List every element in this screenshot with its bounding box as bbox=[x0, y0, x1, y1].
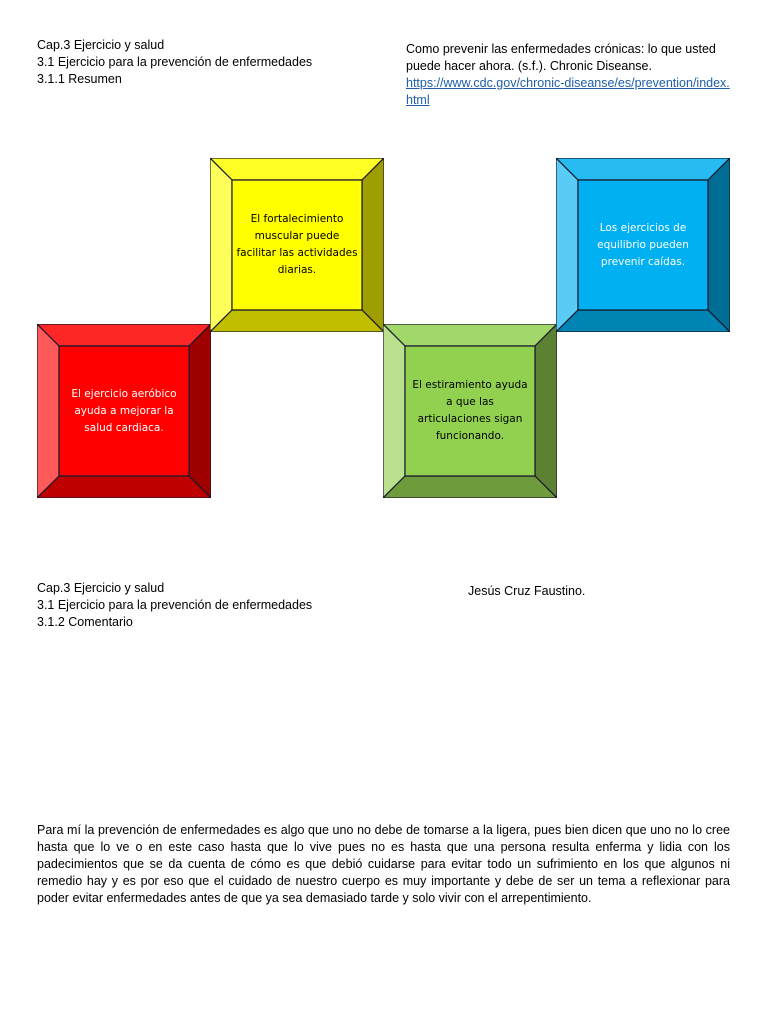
bevel-bottom bbox=[556, 310, 730, 332]
reference-link[interactable]: https://www.cdc.gov/chronic-diseanse/es/prevention/index.html bbox=[406, 76, 730, 107]
reference-citation bbox=[406, 41, 736, 109]
subsection-title: 3.1.2 Comentario bbox=[37, 615, 133, 629]
second-header bbox=[37, 580, 312, 631]
bevel-left bbox=[383, 324, 405, 498]
section-title: 3.1 Ejercicio para la prevención de enfermedades bbox=[37, 55, 313, 69]
subsection-title: 3.1.1 Resumen bbox=[37, 72, 122, 86]
bevel-right bbox=[362, 158, 384, 332]
block-muscle bbox=[210, 158, 384, 332]
bevel-left bbox=[556, 158, 578, 332]
block-aerobic-text: El ejercicio aeróbico ayuda a mejorar la salud cardiaca. bbox=[71, 387, 177, 434]
bevel-right bbox=[708, 158, 730, 332]
reference-text: Como prevenir las enfermedades crónicas: lo que usted puede hacer ahora. (s.f.). Chronic Diseanse. bbox=[406, 42, 716, 73]
bevel-top bbox=[210, 158, 384, 180]
block-balance-text: Los ejercicios de equilibrio pueden prevenir caídas. bbox=[597, 221, 689, 268]
bevel-top bbox=[383, 324, 557, 346]
bevel-bottom bbox=[37, 476, 211, 498]
bevel-top bbox=[556, 158, 730, 180]
block-stretching-text: El estiramiento ayuda a que las articulaciones sigan funcionando. bbox=[412, 379, 528, 442]
block-stretching bbox=[383, 324, 557, 498]
bevel-bottom bbox=[383, 476, 557, 498]
bevel-top bbox=[37, 324, 211, 346]
comment-paragraph: Para mí la prevención de enfermedades es algo que uno no debe de tomarse a la ligera, pues bien dicen que uno no lo cree hasta que lo ve o en este caso hasta que lo vive pues no es hasta que una persona resulta enferma y lidia con los padecimientos que se da cuenta de cómo es que debió cuidarse para evitar todo un sufrimiento en los que algunos ni remedio hay y es por eso que el cuidado de nuestro cuerpo es muy importante y debe de ser un tema a reflexionar para poder evitar enfermedades antes de que ya sea demasiado tarde y solo vivir con el arrepentimiento. bbox=[37, 823, 730, 905]
chapter-title: Cap.3 Ejercicio y salud bbox=[37, 581, 165, 595]
bevel-bottom bbox=[210, 310, 384, 332]
block-balance bbox=[556, 158, 730, 332]
bevel-right bbox=[535, 324, 557, 498]
block-muscle-text: El fortalecimiento muscular puede facilitar las actividades diarias. bbox=[236, 213, 358, 276]
chapter-title: Cap.3 Ejercicio y salud bbox=[37, 38, 165, 52]
bevel-left bbox=[37, 324, 59, 498]
block-aerobic bbox=[37, 324, 211, 498]
section-title: 3.1 Ejercicio para la prevención de enfermedades bbox=[37, 598, 313, 612]
bevel-right bbox=[189, 324, 211, 498]
top-header bbox=[37, 37, 312, 88]
bevel-left bbox=[210, 158, 232, 332]
author-name: Jesús Cruz Faustino. bbox=[468, 584, 586, 598]
